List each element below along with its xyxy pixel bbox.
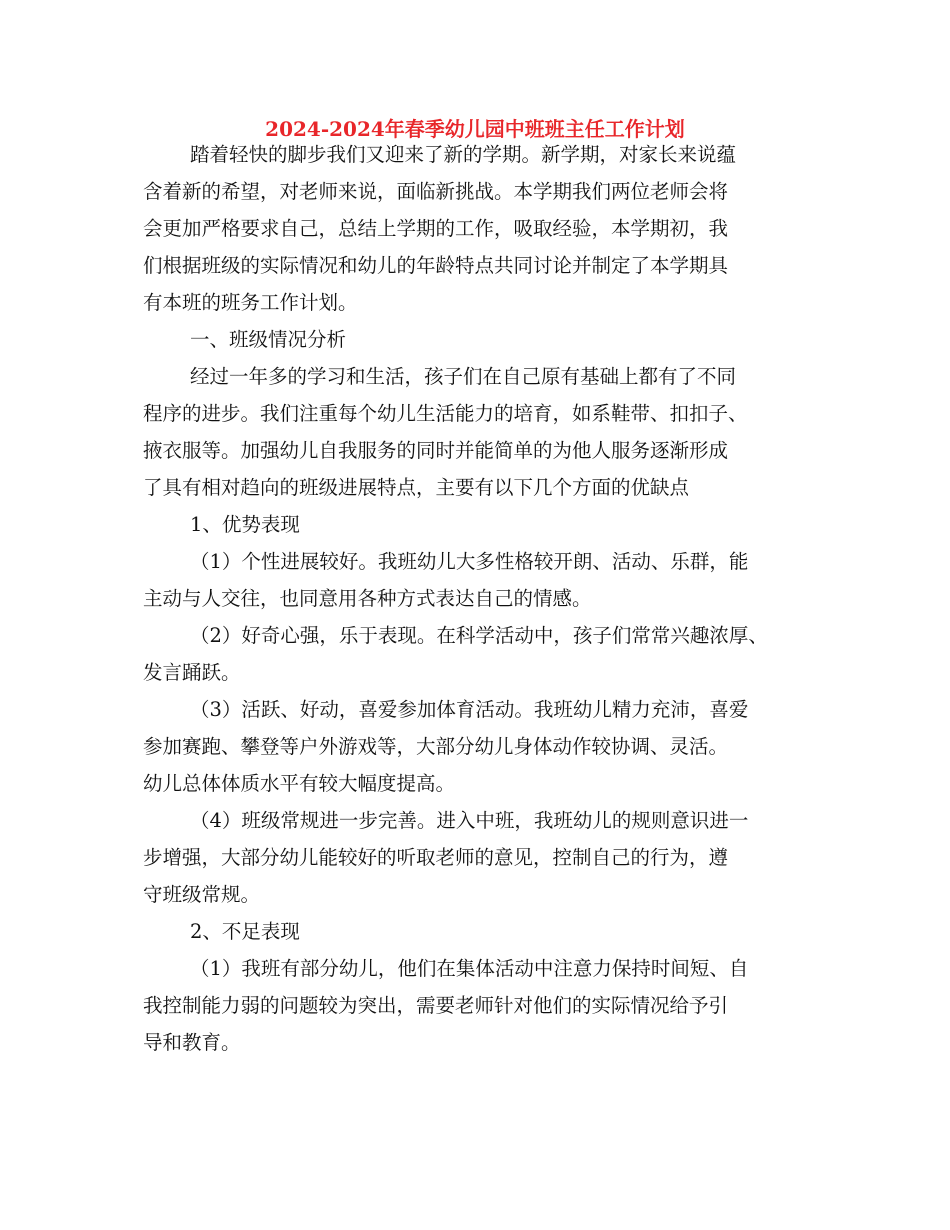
paragraph-line: （1）我班有部分幼儿，他们在集体活动中注意力保持时间短、自 — [190, 957, 749, 980]
paragraph-line: 参加赛跑、攀登等户外游戏等，大部分幼儿身体动作较协调、灵活。 — [143, 735, 729, 758]
paragraph-line: 会更加严格要求自己，总结上学期的工作，吸取经验，本学期初，我 — [143, 217, 729, 240]
paragraph-line: 们根据班级的实际情况和幼儿的年龄特点共同讨论并制定了本学期具 — [143, 254, 729, 277]
subsection-heading: 1、优势表现 — [190, 513, 300, 536]
paragraph-line: 守班级常规。 — [143, 883, 261, 906]
paragraph-line: 程序的进步。我们注重每个幼儿生活能力的培育，如系鞋带、扣扣子、 — [143, 402, 748, 425]
paragraph-line: 导和教育。 — [143, 1031, 241, 1054]
paragraph-line: （2）好奇心强，乐于表现。在科学活动中，孩子们常常兴趣浓厚、 — [190, 624, 768, 647]
paragraph-line: 主动与人交往，也同意用各种方式表达自己的情感。 — [143, 587, 592, 610]
paragraph-line: 了具有相对趋向的班级进展特点，主要有以下几个方面的优缺点 — [143, 476, 690, 499]
paragraph-line: 有本班的班务工作计划。 — [143, 291, 358, 314]
subsection-heading: 2、不足表现 — [190, 920, 300, 943]
paragraph-line: 我控制能力弱的问题较为突出，需要老师针对他们的实际情况给予引 — [143, 994, 729, 1017]
paragraph-line: 发言踊跃。 — [143, 661, 241, 684]
section-heading: 一、班级情况分析 — [190, 328, 347, 351]
paragraph-line: （3）活跃、好动，喜爱参加体育活动。我班幼儿精力充沛，喜爱 — [190, 698, 749, 721]
paragraph-line: 步增强，大部分幼儿能较好的听取老师的意见，控制自己的行为，遵 — [143, 846, 729, 869]
paragraph-line: 幼儿总体体质水平有较大幅度提高。 — [143, 772, 456, 795]
paragraph-line: 掖衣服等。加强幼儿自我服务的同时并能简单的为他人服务逐渐形成 — [143, 439, 729, 462]
paragraph-line: （4）班级常规进一步完善。进入中班，我班幼儿的规则意识进一 — [190, 809, 749, 832]
paragraph-line: 含着新的希望，对老师来说，面临新挑战。本学期我们两位老师会将 — [143, 180, 729, 203]
paragraph-line: （1）个性进展较好。我班幼儿大多性格较开朗、活动、乐群，能 — [190, 550, 749, 573]
paragraph-line: 踏着轻快的脚步我们又迎来了新的学期。新学期，对家长来说蕴 — [190, 143, 737, 166]
document-title: 2024-2024年春季幼儿园中班班主任工作计划 — [265, 117, 685, 141]
paragraph-line: 经过一年多的学习和生活，孩子们在自己原有基础上都有了不同 — [190, 365, 737, 388]
